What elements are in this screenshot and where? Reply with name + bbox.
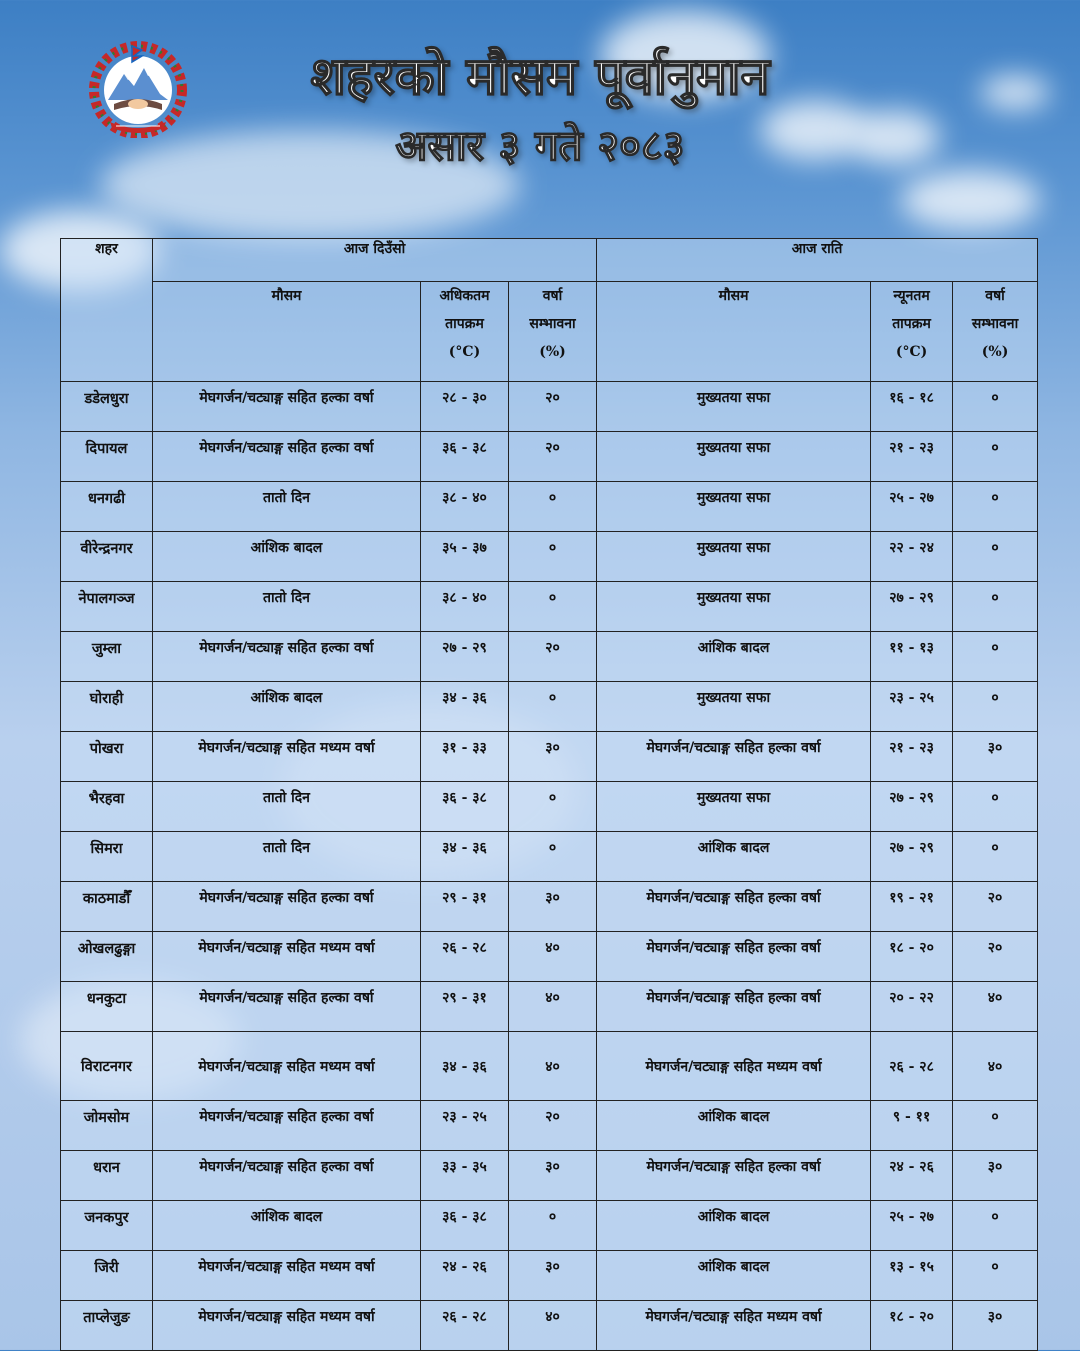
night-weather-cell: आंशिक बादल xyxy=(597,1201,871,1251)
day-weather-cell: मेघगर्जन/चट्याङ्ग सहित हल्का वर्षा xyxy=(153,432,421,482)
night-weather-cell: आंशिक बादल xyxy=(597,1101,871,1151)
min-temp-cell: ११ - १३ xyxy=(871,632,953,682)
night-weather-cell: मेघगर्जन/चट्याङ्ग सहित हल्का वर्षा xyxy=(597,932,871,982)
day-weather-cell: आंशिक बादल xyxy=(153,1201,421,1251)
min-temp-cell: १८ - २० xyxy=(871,932,953,982)
day-weather-cell: तातो दिन xyxy=(153,832,421,882)
night-weather-cell: मुख्यतया सफा xyxy=(597,482,871,532)
min-temp-cell: २२ - २४ xyxy=(871,532,953,582)
city-cell: सिमरा xyxy=(61,832,153,882)
night-weather-cell: मेघगर्जन/चट्याङ्ग सहित हल्का वर्षा xyxy=(597,882,871,932)
day-rain-cell: २० xyxy=(509,1101,597,1151)
day-weather-cell: मेघगर्जन/चट्याङ्ग सहित मध्यम वर्षा xyxy=(153,932,421,982)
day-rain-cell: ३० xyxy=(509,732,597,782)
header-line: (%) xyxy=(539,344,566,360)
night-weather-cell: मेघगर्जन/चट्याङ्ग सहित हल्का वर्षा xyxy=(597,1151,871,1201)
night-weather-cell: आंशिक बादल xyxy=(597,632,871,682)
max-temp-cell: २७ - २९ xyxy=(421,632,509,682)
max-temp-cell: ३३ - ३५ xyxy=(421,1151,509,1201)
night-weather-cell: आंशिक बादल xyxy=(597,832,871,882)
night-rain-cell: ३० xyxy=(953,1151,1038,1201)
min-temp-cell: २१ - २३ xyxy=(871,432,953,482)
max-temp-cell: २६ - २८ xyxy=(421,932,509,982)
city-cell: नेपालगञ्ज xyxy=(61,582,153,632)
table-row xyxy=(61,532,1038,582)
night-weather-cell: आंशिक बादल xyxy=(597,1251,871,1301)
city-cell: जोमसोम xyxy=(61,1101,153,1151)
min-temp-header xyxy=(871,282,953,382)
page-title: शहरको मौसम पूर्वानुमान xyxy=(310,46,770,107)
city-column-header: शहर xyxy=(61,239,153,382)
night-rain-cell: ० xyxy=(953,782,1038,832)
night-weather-cell: मेघगर्जन/चट्याङ्ग सहित हल्का वर्षा xyxy=(597,732,871,782)
nepal-emblem-icon xyxy=(88,38,188,138)
day-rain-cell: ३० xyxy=(509,1251,597,1301)
city-cell: जिरी xyxy=(61,1251,153,1301)
day-weather-cell: मेघगर्जन/चट्याङ्ग सहित हल्का वर्षा xyxy=(153,382,421,432)
table-row xyxy=(61,632,1038,682)
city-cell: धनकुटा xyxy=(61,982,153,1032)
night-rain-cell: ० xyxy=(953,1201,1038,1251)
city-cell: धरान xyxy=(61,1151,153,1201)
min-temp-cell: २१ - २३ xyxy=(871,732,953,782)
table-row xyxy=(61,382,1038,432)
night-rain-cell: ० xyxy=(953,432,1038,482)
day-weather-header: मौसम xyxy=(153,282,421,382)
forecast-rows xyxy=(61,382,1038,1351)
day-rain-cell: ४० xyxy=(509,932,597,982)
city-cell: जनकपुर xyxy=(61,1201,153,1251)
day-weather-cell: मेघगर्जन/चट्याङ्ग सहित हल्का वर्षा xyxy=(153,1101,421,1151)
night-rain-cell: ० xyxy=(953,532,1038,582)
cloud-decoration xyxy=(900,170,1040,230)
day-rain-cell: ४० xyxy=(509,1301,597,1351)
night-weather-cell: मुख्यतया सफा xyxy=(597,782,871,832)
day-rain-cell: ० xyxy=(509,832,597,882)
header xyxy=(200,40,880,176)
night-weather-cell: मेघगर्जन/चट्याङ्ग सहित हल्का वर्षा xyxy=(597,982,871,1032)
max-temp-cell: ३१ - ३३ xyxy=(421,732,509,782)
table-row xyxy=(61,1151,1038,1201)
day-weather-cell: तातो दिन xyxy=(153,582,421,632)
max-temp-cell: २३ - २५ xyxy=(421,1101,509,1151)
min-temp-cell: २६ - २८ xyxy=(871,1032,953,1101)
min-temp-cell: ९ - ११ xyxy=(871,1101,953,1151)
header-line: तापक्रम xyxy=(892,316,931,332)
city-cell: पोखरा xyxy=(61,732,153,782)
city-cell: ओखलढुङ्गा xyxy=(61,932,153,982)
city-cell: जुम्ला xyxy=(61,632,153,682)
min-temp-cell: २७ - २९ xyxy=(871,832,953,882)
night-weather-cell: मेघगर्जन/चट्याङ्ग सहित मध्यम वर्षा xyxy=(597,1301,871,1351)
day-rain-cell: ० xyxy=(509,532,597,582)
day-rain-cell: ० xyxy=(509,582,597,632)
day-weather-cell: आंशिक बादल xyxy=(153,682,421,732)
night-rain-cell: ० xyxy=(953,632,1038,682)
day-section-header: आज दिउँसो xyxy=(153,239,597,282)
forecast-table xyxy=(60,238,1038,1351)
max-temp-cell: २८ - ३० xyxy=(421,382,509,432)
table-row xyxy=(61,682,1038,732)
day-rain-cell: ३० xyxy=(509,882,597,932)
table-row xyxy=(61,482,1038,532)
table-row xyxy=(61,1101,1038,1151)
day-rain-cell: ० xyxy=(509,482,597,532)
max-temp-cell: ३४ - ३६ xyxy=(421,1032,509,1101)
max-temp-cell: २९ - ३१ xyxy=(421,882,509,932)
table-row xyxy=(61,732,1038,782)
table-row xyxy=(61,582,1038,632)
day-rain-cell: ३० xyxy=(509,1151,597,1201)
night-rain-cell: ३० xyxy=(953,1301,1038,1351)
max-temp-cell: २९ - ३१ xyxy=(421,982,509,1032)
night-weather-cell: मुख्यतया सफा xyxy=(597,382,871,432)
day-rain-cell: २० xyxy=(509,382,597,432)
night-rain-cell: ० xyxy=(953,482,1038,532)
city-cell: वीरेन्द्रनगर xyxy=(61,532,153,582)
min-temp-cell: १९ - २१ xyxy=(871,882,953,932)
day-rain-cell: २० xyxy=(509,432,597,482)
min-temp-cell: २४ - २६ xyxy=(871,1151,953,1201)
night-rain-cell: ४० xyxy=(953,1032,1038,1101)
header-line: सम्भावना xyxy=(971,316,1019,332)
night-weather-cell: मेघगर्जन/चट्याङ्ग सहित मध्यम वर्षा xyxy=(597,1032,871,1101)
max-temp-cell: ३६ - ३८ xyxy=(421,782,509,832)
day-weather-cell: मेघगर्जन/चट्याङ्ग सहित मध्यम वर्षा xyxy=(153,732,421,782)
city-cell: विराटनगर xyxy=(61,1032,153,1101)
header-line: सम्भावना xyxy=(529,316,576,332)
max-temp-cell: ३६ - ३८ xyxy=(421,1201,509,1251)
night-rain-cell: २० xyxy=(953,932,1038,982)
day-weather-cell: मेघगर्जन/चट्याङ्ग सहित हल्का वर्षा xyxy=(153,1151,421,1201)
day-weather-cell: मेघगर्जन/चट्याङ्ग सहित हल्का वर्षा xyxy=(153,632,421,682)
night-section-header: आज राति xyxy=(597,239,1038,282)
table-row xyxy=(61,1301,1038,1351)
header-line: न्यूनतम xyxy=(893,288,930,304)
night-rain-cell: ० xyxy=(953,582,1038,632)
header-line: (°C) xyxy=(895,344,928,360)
day-weather-cell: मेघगर्जन/चट्याङ्ग सहित मध्यम वर्षा xyxy=(153,1032,421,1101)
city-cell: भैरहवा xyxy=(61,782,153,832)
table-row xyxy=(61,832,1038,882)
day-weather-cell: मेघगर्जन/चट्याङ्ग सहित मध्यम वर्षा xyxy=(153,1251,421,1301)
day-rain-cell: २० xyxy=(509,632,597,682)
table-row xyxy=(61,982,1038,1032)
city-cell: घोराही xyxy=(61,682,153,732)
max-temp-cell: २६ - २८ xyxy=(421,1301,509,1351)
day-rain-cell: ४० xyxy=(509,982,597,1032)
night-weather-cell: मुख्यतया सफा xyxy=(597,682,871,732)
night-rain-cell: २० xyxy=(953,882,1038,932)
night-rain-cell: ० xyxy=(953,1101,1038,1151)
day-weather-cell: मेघगर्जन/चट्याङ्ग सहित हल्का वर्षा xyxy=(153,982,421,1032)
city-cell: धनगढी xyxy=(61,482,153,532)
page-date: असार ३ गते २०८३ xyxy=(395,121,685,170)
day-rain-cell: ० xyxy=(509,682,597,732)
table-row xyxy=(61,432,1038,482)
max-temp-cell: ३८ - ४० xyxy=(421,482,509,532)
table-row xyxy=(61,1251,1038,1301)
day-rain-cell: ४० xyxy=(509,1032,597,1101)
day-weather-cell: आंशिक बादल xyxy=(153,532,421,582)
night-rain-cell: ३० xyxy=(953,732,1038,782)
max-temp-cell: ३८ - ४० xyxy=(421,582,509,632)
header-line: (°C) xyxy=(448,344,481,360)
day-weather-cell: तातो दिन xyxy=(153,482,421,532)
min-temp-cell: २७ - २९ xyxy=(871,582,953,632)
night-weather-cell: मुख्यतया सफा xyxy=(597,532,871,582)
night-weather-cell: मुख्यतया सफा xyxy=(597,432,871,482)
min-temp-cell: २७ - २९ xyxy=(871,782,953,832)
min-temp-cell: २५ - २७ xyxy=(871,1201,953,1251)
min-temp-cell: २५ - २७ xyxy=(871,482,953,532)
max-temp-cell: ३५ - ३७ xyxy=(421,532,509,582)
night-rain-cell: ० xyxy=(953,832,1038,882)
day-weather-cell: मेघगर्जन/चट्याङ्ग सहित मध्यम वर्षा xyxy=(153,1301,421,1351)
max-temp-header xyxy=(421,282,509,382)
table-row xyxy=(61,782,1038,832)
day-rain-header xyxy=(509,282,597,382)
table-row xyxy=(61,1201,1038,1251)
day-rain-cell: ० xyxy=(509,782,597,832)
table-row xyxy=(61,932,1038,982)
night-rain-cell: ० xyxy=(953,382,1038,432)
min-temp-cell: १८ - २० xyxy=(871,1301,953,1351)
min-temp-cell: १३ - १५ xyxy=(871,1251,953,1301)
night-weather-header: मौसम xyxy=(597,282,871,382)
city-cell: काठमाडौँ xyxy=(61,882,153,932)
city-cell: ताप्लेजुङ xyxy=(61,1301,153,1351)
city-cell: दिपायल xyxy=(61,432,153,482)
header-line: वर्षा xyxy=(985,288,1005,304)
min-temp-cell: १६ - १८ xyxy=(871,382,953,432)
night-weather-cell: मुख्यतया सफा xyxy=(597,582,871,632)
header-line: वर्षा xyxy=(542,288,563,304)
night-rain-cell: ० xyxy=(953,1251,1038,1301)
header-line: अधिकतम xyxy=(439,288,490,304)
day-weather-cell: मेघगर्जन/चट्याङ्ग सहित हल्का वर्षा xyxy=(153,882,421,932)
night-rain-cell: ४० xyxy=(953,982,1038,1032)
max-temp-cell: २४ - २६ xyxy=(421,1251,509,1301)
header-line: (%) xyxy=(981,344,1009,360)
max-temp-cell: ३६ - ३८ xyxy=(421,432,509,482)
max-temp-cell: ३४ - ३६ xyxy=(421,832,509,882)
table-row xyxy=(61,882,1038,932)
city-cell: डडेलधुरा xyxy=(61,382,153,432)
cloud-decoration xyxy=(980,75,1050,110)
max-temp-cell: ३४ - ३६ xyxy=(421,682,509,732)
day-weather-cell: तातो दिन xyxy=(153,782,421,832)
header-line: तापक्रम xyxy=(445,316,484,332)
min-temp-cell: २० - २२ xyxy=(871,982,953,1032)
night-rain-cell: ० xyxy=(953,682,1038,732)
night-rain-header xyxy=(953,282,1038,382)
day-rain-cell: ० xyxy=(509,1201,597,1251)
table-row xyxy=(61,1032,1038,1101)
min-temp-cell: २३ - २५ xyxy=(871,682,953,732)
